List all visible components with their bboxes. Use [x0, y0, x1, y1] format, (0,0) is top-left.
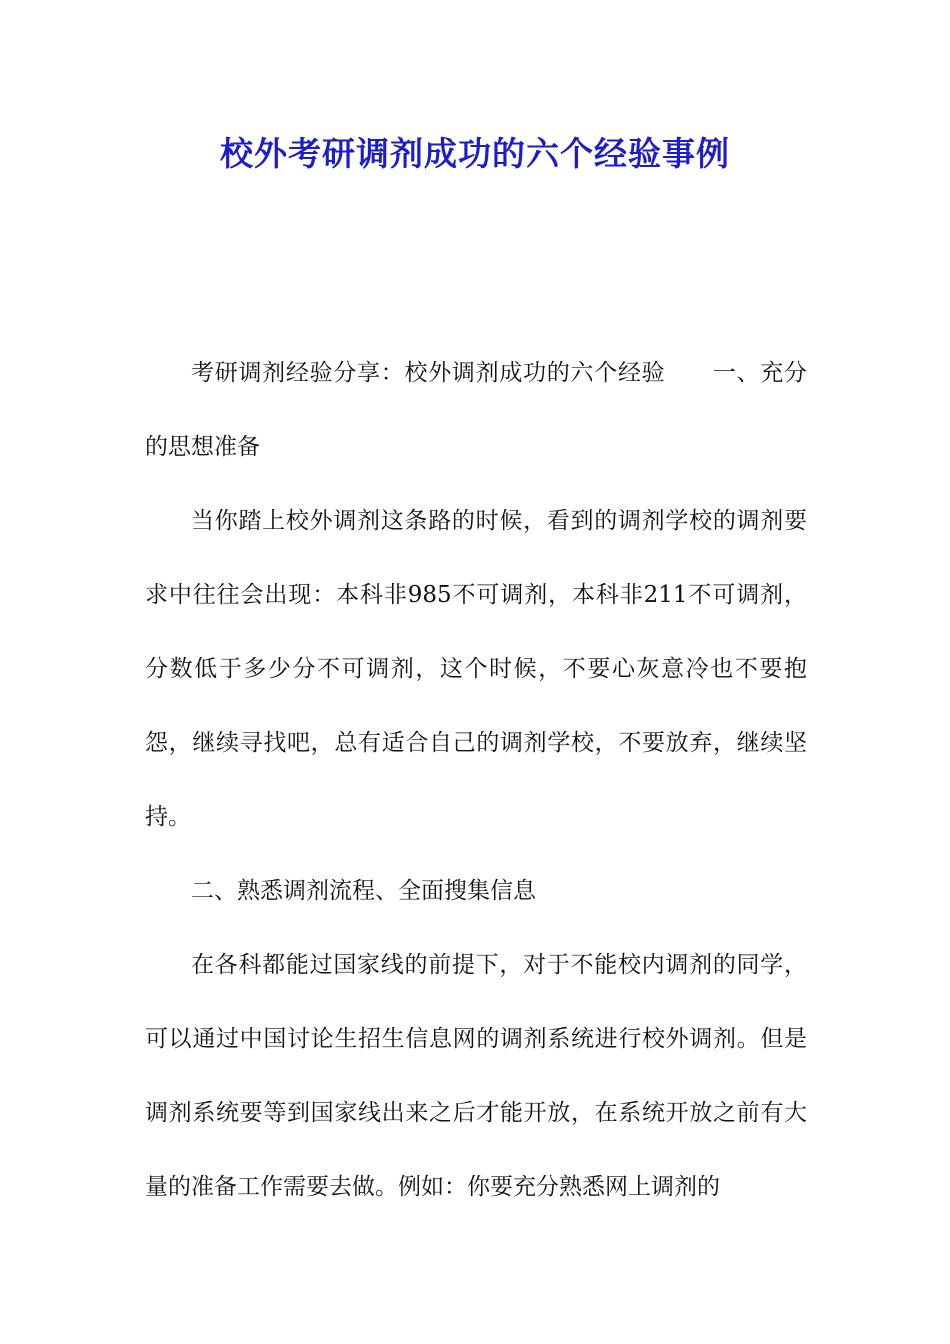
- document-title: 校外考研调剂成功的六个经验事例: [220, 134, 730, 173]
- paragraph-2: 当你踏上校外调剂这条路的时候，看到的调剂学校的调剂要求中往往会出现：本科非985不可调剂，本科非211不可调剂，分数低于多少分不可调剂，这个时候，不要心灰意冷也不要抱怨，继续寻找吧，总有适合自己的调剂学校，不要放弃，继续坚持。: [145, 508, 807, 830]
- paragraph-1: 考研调剂经验分享：校外调剂成功的六个经验 一、充分的思想准备: [145, 360, 807, 460]
- paragraph-4: 在各科都能过国家线的前提下，对于不能校内调剂的同学，可以通过中国讨论生招生信息网的调剂系统进行校外调剂。但是调剂系统要等到国家线出来之后才能开放，在系统开放之前有大量的准备工作需要去做。例如：你要充分熟悉网上调剂的: [145, 952, 807, 1200]
- document-body: [145, 336, 807, 1224]
- paragraph-3: 二、熟悉调剂流程、全面搜集信息: [191, 878, 536, 904]
